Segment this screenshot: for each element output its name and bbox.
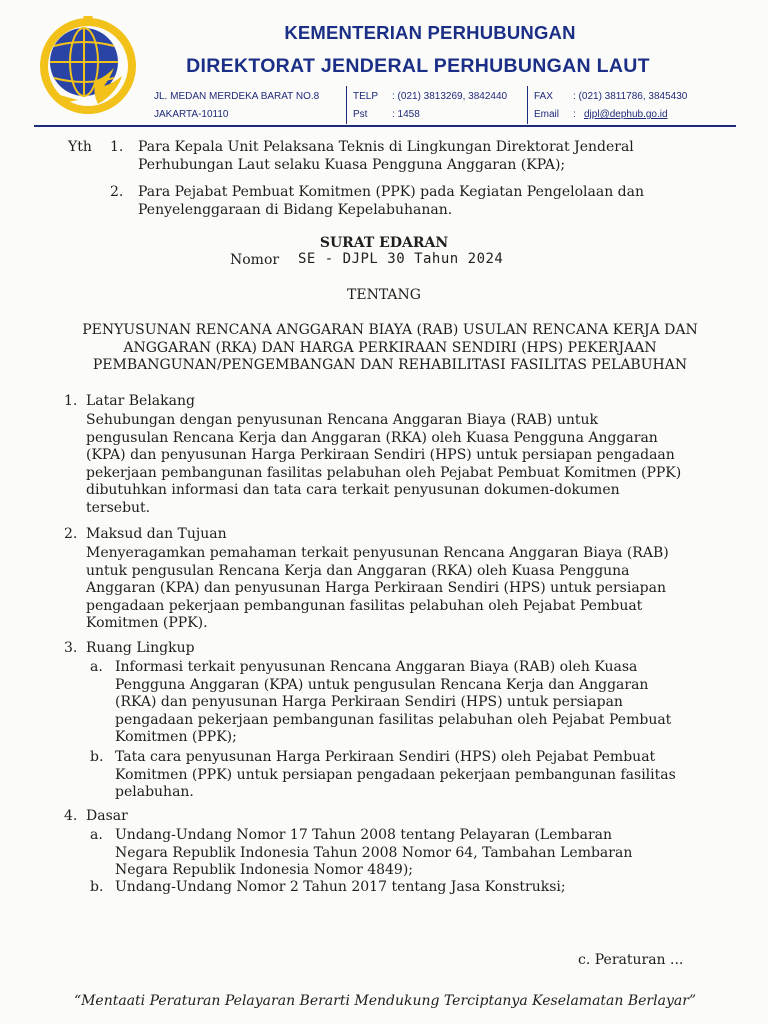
addressee-item: [138, 184, 704, 219]
subject-line: PENYUSUNAN RENCANA ANGGARAN BIAYA (RAB) USULAN RENCANA KERJA DAN: [82, 322, 698, 338]
addressee-line: Penyelenggaraan di Bidang Kepelabuhanan.: [138, 201, 453, 218]
ministry-logo: [38, 16, 138, 116]
nomor-value: SE - DJPL 30 Tahun 2024: [298, 251, 504, 267]
email-label: Email: [534, 109, 560, 120]
section-num: 3.: [64, 640, 78, 656]
address-line2: JAKARTA-10110: [154, 109, 229, 120]
item-body: [115, 659, 716, 747]
section-num: 1.: [64, 393, 78, 409]
address-line1: JL. MEDAN MERDEKA BARAT NO.8: [154, 91, 320, 102]
item-label: a.: [90, 659, 103, 675]
nomor-label: Nomor: [230, 252, 280, 268]
body-line: Menyeragamkan pemahaman terkait penyusunan Rencana Anggaran Biaya (RAB): [86, 545, 669, 561]
section-num: 4.: [64, 808, 78, 824]
item-body: [115, 879, 716, 897]
section-body: [86, 545, 716, 633]
body-line: pengadaan pekerjaan pembangunan fasilitas pelabuhan oleh Pejabat Pembuat: [86, 597, 643, 614]
tentang-label: TENTANG: [347, 287, 421, 303]
telp-value: : (021) 3813269, 3842440: [392, 91, 508, 102]
body-line: untuk pengusulan Rencana Kerja dan Anggaran (RKA) oleh Kuasa Pengguna: [86, 562, 630, 579]
divider: [527, 86, 528, 124]
body-line: Sehubungan dengan penyusunan Rencana Anggaran Biaya (RAB) untuk: [86, 412, 598, 428]
addressee-num: 2.: [110, 184, 124, 200]
body-line: Komitmen (PPK).: [86, 615, 208, 631]
body-line: pelabuhan.: [115, 784, 194, 800]
body-line: Tata cara penyusunan Harga Perkiraan Sendiri (HPS) oleh Pejabat Pembuat: [115, 749, 656, 765]
item-body: [115, 749, 716, 802]
email-colon: :: [573, 109, 576, 120]
org-line1: KEMENTERIAN PERHUBUNGAN: [284, 22, 576, 43]
yth-label: Yth: [68, 139, 92, 155]
subject-line: PEMBANGUNAN/PENGEMBANGAN DAN REHABILITASI FASILITAS PELABUHAN: [92, 357, 688, 373]
body-line: Undang-Undang Nomor 17 Tahun 2008 tentang Pelayaran (Lembaran: [115, 827, 613, 843]
pst-value: : 1458: [392, 109, 420, 120]
body-line: dibutuhkan informasi dan tata cara terkait penyusunan dokumen-dokumen: [86, 482, 620, 498]
letterhead-rule: [34, 125, 736, 127]
pst-label: Pst: [353, 109, 368, 120]
section-body: [86, 412, 716, 517]
body-line: pekerjaan pembangunan fasilitas pelabuhan oleh Pejabat Pembuat Komitmen (PPK): [86, 464, 682, 481]
body-line: pengusulan Rencana Kerja dan Anggaran (RKA) oleh Kuasa Pengguna Anggaran: [86, 429, 658, 446]
fax-label: FAX: [534, 91, 553, 102]
body-line: pengadaan pekerjaan pembangunan fasilitas pelabuhan oleh Pejabat Pembuat: [115, 711, 672, 728]
section-title: Latar Belakang: [86, 393, 195, 409]
continuation-marker: c. Peraturan ...: [578, 952, 684, 968]
subject: [60, 322, 720, 375]
section-title: Ruang Lingkup: [86, 640, 195, 656]
body-line: Negara Republik Indonesia Tahun 2008 Nomor 64, Tambahan Lembaran: [115, 844, 633, 861]
body-line: Undang-Undang Nomor 2 Tahun 2017 tentang Jasa Konstruksi;: [115, 879, 566, 895]
item-body: [115, 827, 716, 880]
section-num: 2.: [64, 526, 78, 542]
addressee-item: [138, 139, 704, 174]
addressee-num: 1.: [110, 139, 124, 155]
divider: [346, 86, 347, 124]
body-line: Komitmen (PPK);: [115, 729, 237, 745]
body-line: Informasi terkait penyusunan Rencana Anggaran Biaya (RAB) oleh Kuasa: [115, 659, 638, 675]
document-type: SURAT EDARAN: [319, 235, 449, 251]
org-line2: DIREKTORAT JENDERAL PERHUBUNGAN LAUT: [186, 55, 650, 77]
body-line: (KPA) dan penyusunan Harga Perkiraan Sendiri (HPS) untuk persiapan pengadaan: [86, 447, 675, 463]
item-label: a.: [90, 827, 103, 843]
body-line: Negara Republik Indonesia Nomor 4849);: [115, 862, 414, 878]
body-line: Pengguna Anggaran (KPA) untuk pengusulan Rencana Kerja dan Anggaran: [115, 676, 649, 693]
body-line: Anggaran (KPA) dan penyusunan Harga Perkiraan Sendiri (HPS) untuk persiapan: [86, 580, 666, 596]
section-title: Maksud dan Tujuan: [86, 526, 227, 542]
fax-value: : (021) 3811786, 3845430: [573, 91, 688, 102]
body-line: Komitmen (PPK) untuk persiapan pengadaan pekerjaan pembangunan fasilitas: [115, 766, 676, 783]
telp-label: TELP: [353, 91, 379, 102]
body-line: tersebut.: [86, 499, 151, 516]
item-label: b.: [90, 879, 104, 895]
email-link[interactable]: djpl@dephub.go.id: [584, 109, 668, 120]
item-label: b.: [90, 749, 104, 765]
addressee-line: Perhubungan Laut selaku Kuasa Pengguna Anggaran (KPA);: [138, 156, 566, 173]
section-title: Dasar: [86, 808, 128, 824]
footer-motto: “Mentaati Peraturan Pelayaran Berarti Mendukung Terciptanya Keselamatan Berlayar”: [73, 993, 697, 1009]
subject-line: ANGGARAN (RKA) DAN HARGA PERKIRAAN SENDIRI (HPS) PEKERJAAN: [123, 339, 657, 356]
body-line: (RKA) dan penyusunan Harga Perkiraan Sendiri (HPS) untuk persiapan: [115, 694, 623, 710]
addressee-line: Para Pejabat Pembuat Komitmen (PPK) pada Kegiatan Pengelolaan dan: [138, 184, 644, 200]
addressee-line: Para Kepala Unit Pelaksana Teknis di Lingkungan Direktorat Jenderal: [138, 139, 634, 155]
